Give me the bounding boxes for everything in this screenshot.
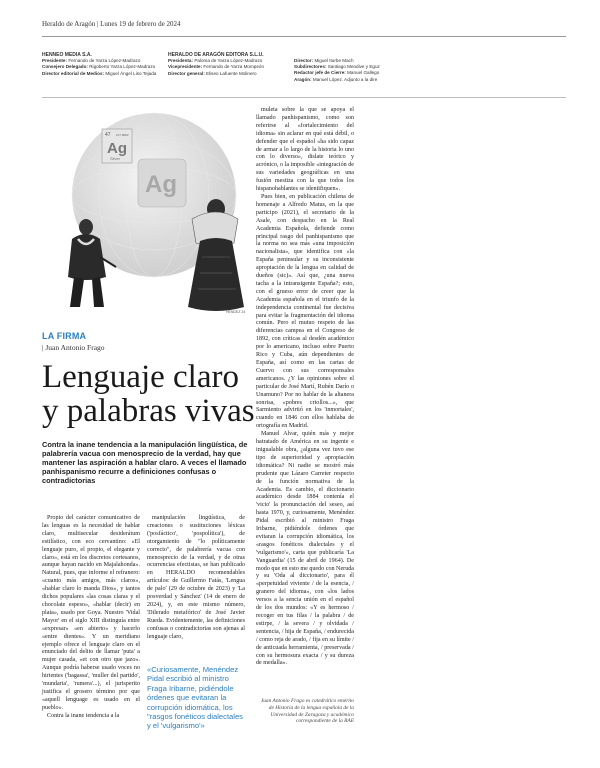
title-line: y palabras vivas [42, 393, 255, 429]
body-column-1 [42, 515, 140, 721]
masthead-right [294, 58, 380, 83]
article-title [42, 360, 255, 428]
masthead-left [42, 52, 162, 77]
big-element-symbol: Ag [145, 171, 177, 198]
element-symbol: Ag [107, 140, 127, 157]
header-rule [42, 36, 566, 37]
element-number: 47 [105, 132, 111, 138]
element-tile [102, 129, 132, 163]
masthead-line: Director general: Eliseo Lafuente Molinero [168, 70, 257, 76]
element-mass: 107.8682 [116, 133, 129, 137]
element-name: Silver [110, 156, 121, 161]
masthead-line: Redactor jefe de Cierre: Manuel Gallego [294, 70, 380, 76]
masthead-rule [42, 97, 566, 98]
masthead-line: Subdirectores: Santiago Mendive y Eguz [294, 64, 380, 70]
masthead-line: Director editorial de Medios: Miguel Ángel Liso Tejada [42, 70, 157, 76]
masthead-line: Director: Miguel Iturbe Mach [294, 58, 354, 63]
masthead-line: Vicepresidente: Fernando de Yarza Mompeón [168, 64, 265, 70]
section-kicker: LA FIRMA [42, 331, 87, 341]
newspaper-header: Heraldo de Aragón | Lunes 19 de febrero de 2024 [42, 20, 181, 28]
big-element-tile [138, 159, 186, 207]
masthead-company: HERALDO DE ARAGÓN EDITORA S.L.U. [168, 52, 264, 58]
masthead-middle [168, 52, 288, 77]
author-signature: Juan Antonio Frago es catedrático emérito de Historia de la lengua española de la Universidad de Zaragoza y académico correspondiente de la RAE [260, 698, 354, 725]
paragraph: manipulación lingüística, de creaciones o sustituciones léxicas ('posfáctico', 'pospolítica'), de otorgamiento de "lo políticamente correcto", de palabrería vacua con menosprecio de la verdad, y de otras ocurrencias efectistas, se han publicado en HERALDO recomendables artículos: de Guillermo Fatás, 'Lengua de palo' (29 de octubre de 2023) y 'La posverdad y Sánchez' (14 de enero de 2024), y, en este mismo número, 'Dilerado metafórico' de José Javier Rueda. Evidentemente, las definiciones confusas o contradictorias son ajenas al lenguaje claro, [147, 515, 245, 640]
paragraph: Contra la inane tendencia a la [47, 712, 120, 719]
article-lede: Contra la inane tendencia a la manipulación lingüística, de palabrería vacua con menosprecio de la verdad, hay que mantener las aspiración a hablar claro. A veces el llamado panhispanismo recurre a definiciones confusas o contradictorias [42, 440, 248, 486]
paragraph: muleta sobre la que se apoya el llamado panhispanismo, como son referirse al «fortalecimiento del idioma» sin aclarar en qué está débil, o defender que el español «ha sido capaz de armar a lo largo de la historia lo uno con lo diverso», dislate teórico y acrónico, o la imposible «integración de sus variedades geográficas en una fusión mestiza con la que todos los hispanohablantes se identifiquen». [256, 107, 354, 193]
image-credit: HENDEZ 24 [226, 310, 246, 314]
paragraph: Pues bien, en publicación chilena de homenaje a Alfredo Matus, en la que participo (2021), el secretario de la Asale, con despacho en la Real Academia Española, defiende como principal rasgo del panhispanismo que la norma no sea más «una imposición nacionalista», que identifica con «la España peninsular y su inconsistente apropiación de la lengua en calidad de dueños (sic)». Así que, ¿una nueva tacha a la intransigente España?; esto, con el grueso error de creer que la Academia española en el triunfo de la independencia continental fue decisiva para evitar la fragmentación del idioma común. Pero el mutuo respeto de las diferencias campea en el Congreso de 1892, con críticas al desdén académico por lo americano, incluso sobre Puerto Rico y Cuba, aún dependientes de España, así como en las cartas de Cuervo con sus corresponsales americanos. ¿Y las opiniones sobre el particular de José Martí, Rubén Darío o Unamuno? Por no hablar de la altanera sonrisa, «pobres criollos...», que Sarmiento advirtió en los 'inmortales', cuando en 1846 con ellos hablaba de ortografía en Madrid. [256, 193, 354, 430]
masthead-line: Consejero Delegado: Rigoberto Yarza López-Madrazo [42, 64, 156, 70]
body-column-2 [147, 515, 245, 642]
paragraph: Manuel Alvar, quién más y mejor hatratado de América en su ingente e inigualable obra, ¿alguna vez tuvo ese tipo de superioridad y apropiación idiomática? Ni nadie se mostró más prudente que Lázaro Carreter respecto de la función normativa de la Academia. Es cambio, el diccionario académico desde 1884 contenía el 'vicio' la pronunciación del seseo, así hasta 1970, y, curiosamente, Menéndez Pidal escribió al ministro Fraga Iribarne, pidiéndole órdenes que evitaran la corrupción idiomática, los «rasgos fonéticos dialectales y el 'vulgarismo'», carta que publicaría 'La Vanguardia' (15 de abril de 1964). De modo que en esto me quedo con Neruda y su 'Oda al diccionario', para él «perpetuidad viviente / de la esencia, / granero del idioma», con «los lados versos a la sencia unión en el español de los dos mundos: «Y es hermoso / recoger en tus filas / la palabra / de estirpe, / la severa / y olvidada / sentencia, / hija de España, / endurecida / como reja de arado, / fija en su límite / de anticuada herramienta, / preservada / con su hermosura exacta / y su dureza de medalla». [256, 431, 354, 667]
title-line: Lenguaje claro [42, 359, 239, 395]
pull-quote: «Curiosamente, Menéndez Pidal escribió al ministro Fraga Iribarne, pidiéndole órdenes que evitaran la corrupción idiomática, los "rasgos fonéticos dialectales y el 'vulgarismo'» [147, 665, 243, 731]
author-byline: | Juan Antonio Frago [42, 343, 105, 352]
body-column-3 [256, 107, 354, 668]
masthead-line: Presidente: Fernando de Yarza López-Madrazo [42, 58, 141, 64]
masthead-line: Aragón: Manuel López. Adjunto a la dire [294, 76, 378, 82]
paragraph: Propio del carácter comunicativo de las lenguas es la necesidad de hablar claro, multisecular desiderátum estilístico, con eco cervantino: «El lenguaje puro, el propio, el elegante y claro», está en los discretos cortesanos, aunque hayan nacido en Majalahonda». Natural, pues, que informe el refranero: «cuanto más amigos, más claros», «hablar claro lo manda Dios», y tantos dichos populares «las cosas claras y el chocolate espeso», «hablar (decir) en plata», usado por Goya. Nuestro 'Vidal Mayor' en el siglo XIII distinguía entre «expresar» «en abierto» y hacerlo «entre dientes». Y un meridiano ejemplo ofrece el lenguaje claro en el enunciado del delito de llamar 'puta' a mujer casada, «et con otro que jazo». Aunque podría haberse usado voces no hirientes ('bagassa', 'muller del partido', 'mundaria', 'rumera'...), el jurisperito justifica el grosero término por que «aquell lenguage es usado en el pueblo». [42, 515, 140, 711]
illustration [42, 107, 246, 317]
masthead-company: HENNEO MEDIA S.A. [42, 52, 92, 58]
masthead-line: Presidenta: Paloma de Yarza López-Madrazo [168, 58, 263, 64]
